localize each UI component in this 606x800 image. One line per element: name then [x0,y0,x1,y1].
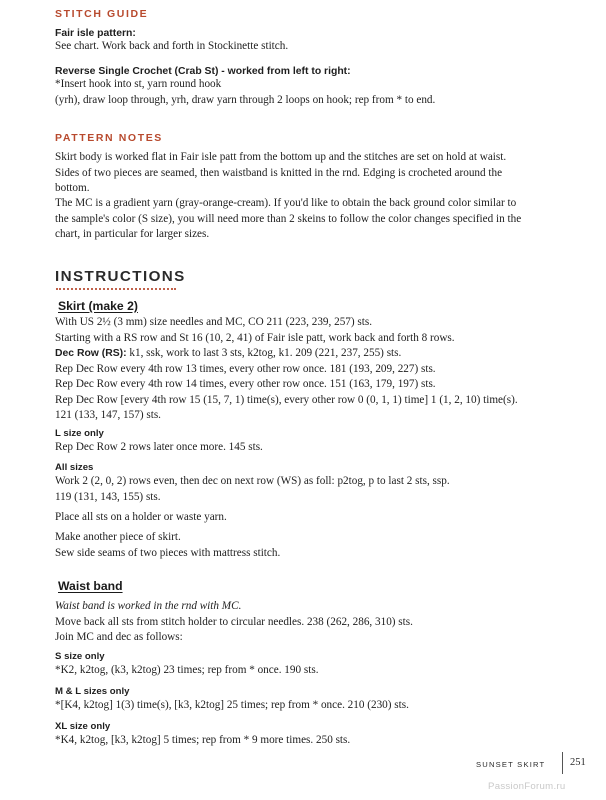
l-size-text: Rep Dec Row 2 rows later once more. 145 sts. [55,441,263,453]
instruction-line: 121 (133, 147, 157) sts. [55,409,161,421]
l-size-label: L size only [55,428,104,439]
xl-size-text: *K4, k2tog, [k3, k2tog] 5 times; rep from * 9 more times. 250 sts. [55,734,351,746]
all-sizes-label: All sizes [55,462,94,473]
rsc-line-2: (yrh), draw loop through, yrh, draw yarn through 2 loops on hook; rep from * to end. [55,93,436,106]
instructions-dotted-rule [56,288,176,290]
instruction-line: Rep Dec Row [every 4th row 15 (15, 7, 1) time(s), every other row 0 (0, 1, 1) time] 1 (1, 2, 10) time(s). [55,393,518,406]
xl-size-label: XL size only [55,721,111,732]
s-size-text: *K2, k2tog, (k3, k2tog) 23 times; rep from * once. 190 sts. [55,664,319,676]
holder-line-block [55,510,555,526]
pattern-notes-line: the sample's color (S size), you will need more than 2 skeins to follow the color changes specified in the [55,212,522,225]
fair-isle-text: See chart. Work back and forth in Stockinette stitch. [55,40,289,52]
dec-row-label: Dec Row (RS): [55,348,127,359]
fair-isle-block [55,28,555,55]
pattern-notes-line: chart, in particular for larger sizes. [55,228,210,240]
instruction-line: Sew side seams of two pieces with mattress stitch. [55,546,281,559]
instruction-line: Starting with a RS row and St 16 (10, 2, 41) of Fair isle patt, work back and forth 8 rows. [55,331,455,344]
pattern-notes-paragraph-2 [55,196,555,243]
pattern-notes-heading: PATTERN NOTES [55,132,163,144]
instruction-line: Move back all sts from stitch holder to circular needles. 238 (262, 286, 310) sts. [55,615,413,628]
pattern-notes-paragraph-1 [55,150,555,197]
all-sizes-block [55,462,555,505]
footer-title: SUNSET SKIRT [476,760,546,769]
dec-row-line [55,346,555,362]
ml-size-block [55,686,555,714]
instruction-line: 119 (131, 143, 155) sts. [55,490,161,503]
stitch-guide-heading: STITCH GUIDE [55,8,149,20]
xl-size-block [55,721,555,749]
reverse-single-crochet-block [55,66,555,108]
instruction-line: Make another piece of skirt. [55,531,181,543]
l-size-block [55,428,555,456]
another-piece-block [55,530,555,561]
instruction-line: Rep Dec Row every 4th row 13 times, every other row once. 181 (193, 209, 227) sts. [55,362,436,375]
skirt-steps [55,315,555,424]
s-size-block [55,651,555,679]
waist-band-intro: Waist band is worked in the rnd with MC. [55,600,242,612]
ml-size-text: *[K4, k2tog] 1(3) time(s), [k3, k2tog] 25 times; rep from * once. 210 (230) sts. [55,699,409,711]
instruction-line: Rep Dec Row every 4th row 14 times, every other row once. 151 (163, 179, 197) sts. [55,378,436,390]
dec-row-text: k1, ssk, work to last 3 sts, k2tog, k1. 209 (221, 237, 255) sts. [126,347,402,359]
pattern-notes-line: Sides of two pieces are seamed, then waistband is knitted in the rnd. Edging is crocheted around the [55,166,503,179]
instructions-title: INSTRUCTIONS [55,268,186,285]
page-number: 251 [570,757,586,768]
footer-divider [562,752,563,774]
watermark: PassionForum.ru [488,781,566,792]
rsc-line-1: *Insert hook into st, yarn round hook [55,78,222,90]
instruction-line: Join MC and dec as follows: [55,631,183,643]
instruction-line: Work 2 (2, 0, 2) rows even, then dec on next row (WS) as foll: p2tog, p to last 2 sts, ssp. [55,475,450,487]
ml-size-label: M & L sizes only [55,686,130,697]
instruction-line: With US 2½ (3 mm) size needles and MC, CO 211 (223, 239, 257) sts. [55,316,373,328]
waist-band-steps [55,599,555,646]
s-size-label: S size only [55,651,105,662]
waist-band-heading: Waist band [58,579,123,593]
rsc-label: Reverse Single Crochet (Crab St) - worked from left to right: [55,66,351,77]
pattern-notes-line: Skirt body is worked flat in Fair isle patt from the bottom up and the stitches are set on hold at waist. [55,151,507,163]
instruction-line: Place all sts on a holder or waste yarn. [55,511,227,523]
fair-isle-label: Fair isle pattern: [55,28,136,39]
pattern-notes-line: bottom. [55,182,90,194]
skirt-heading: Skirt (make 2) [58,299,138,313]
pattern-notes-line: The MC is a gradient yarn (gray-orange-cream). If you'd like to obtain the back ground color similar to [55,197,517,209]
